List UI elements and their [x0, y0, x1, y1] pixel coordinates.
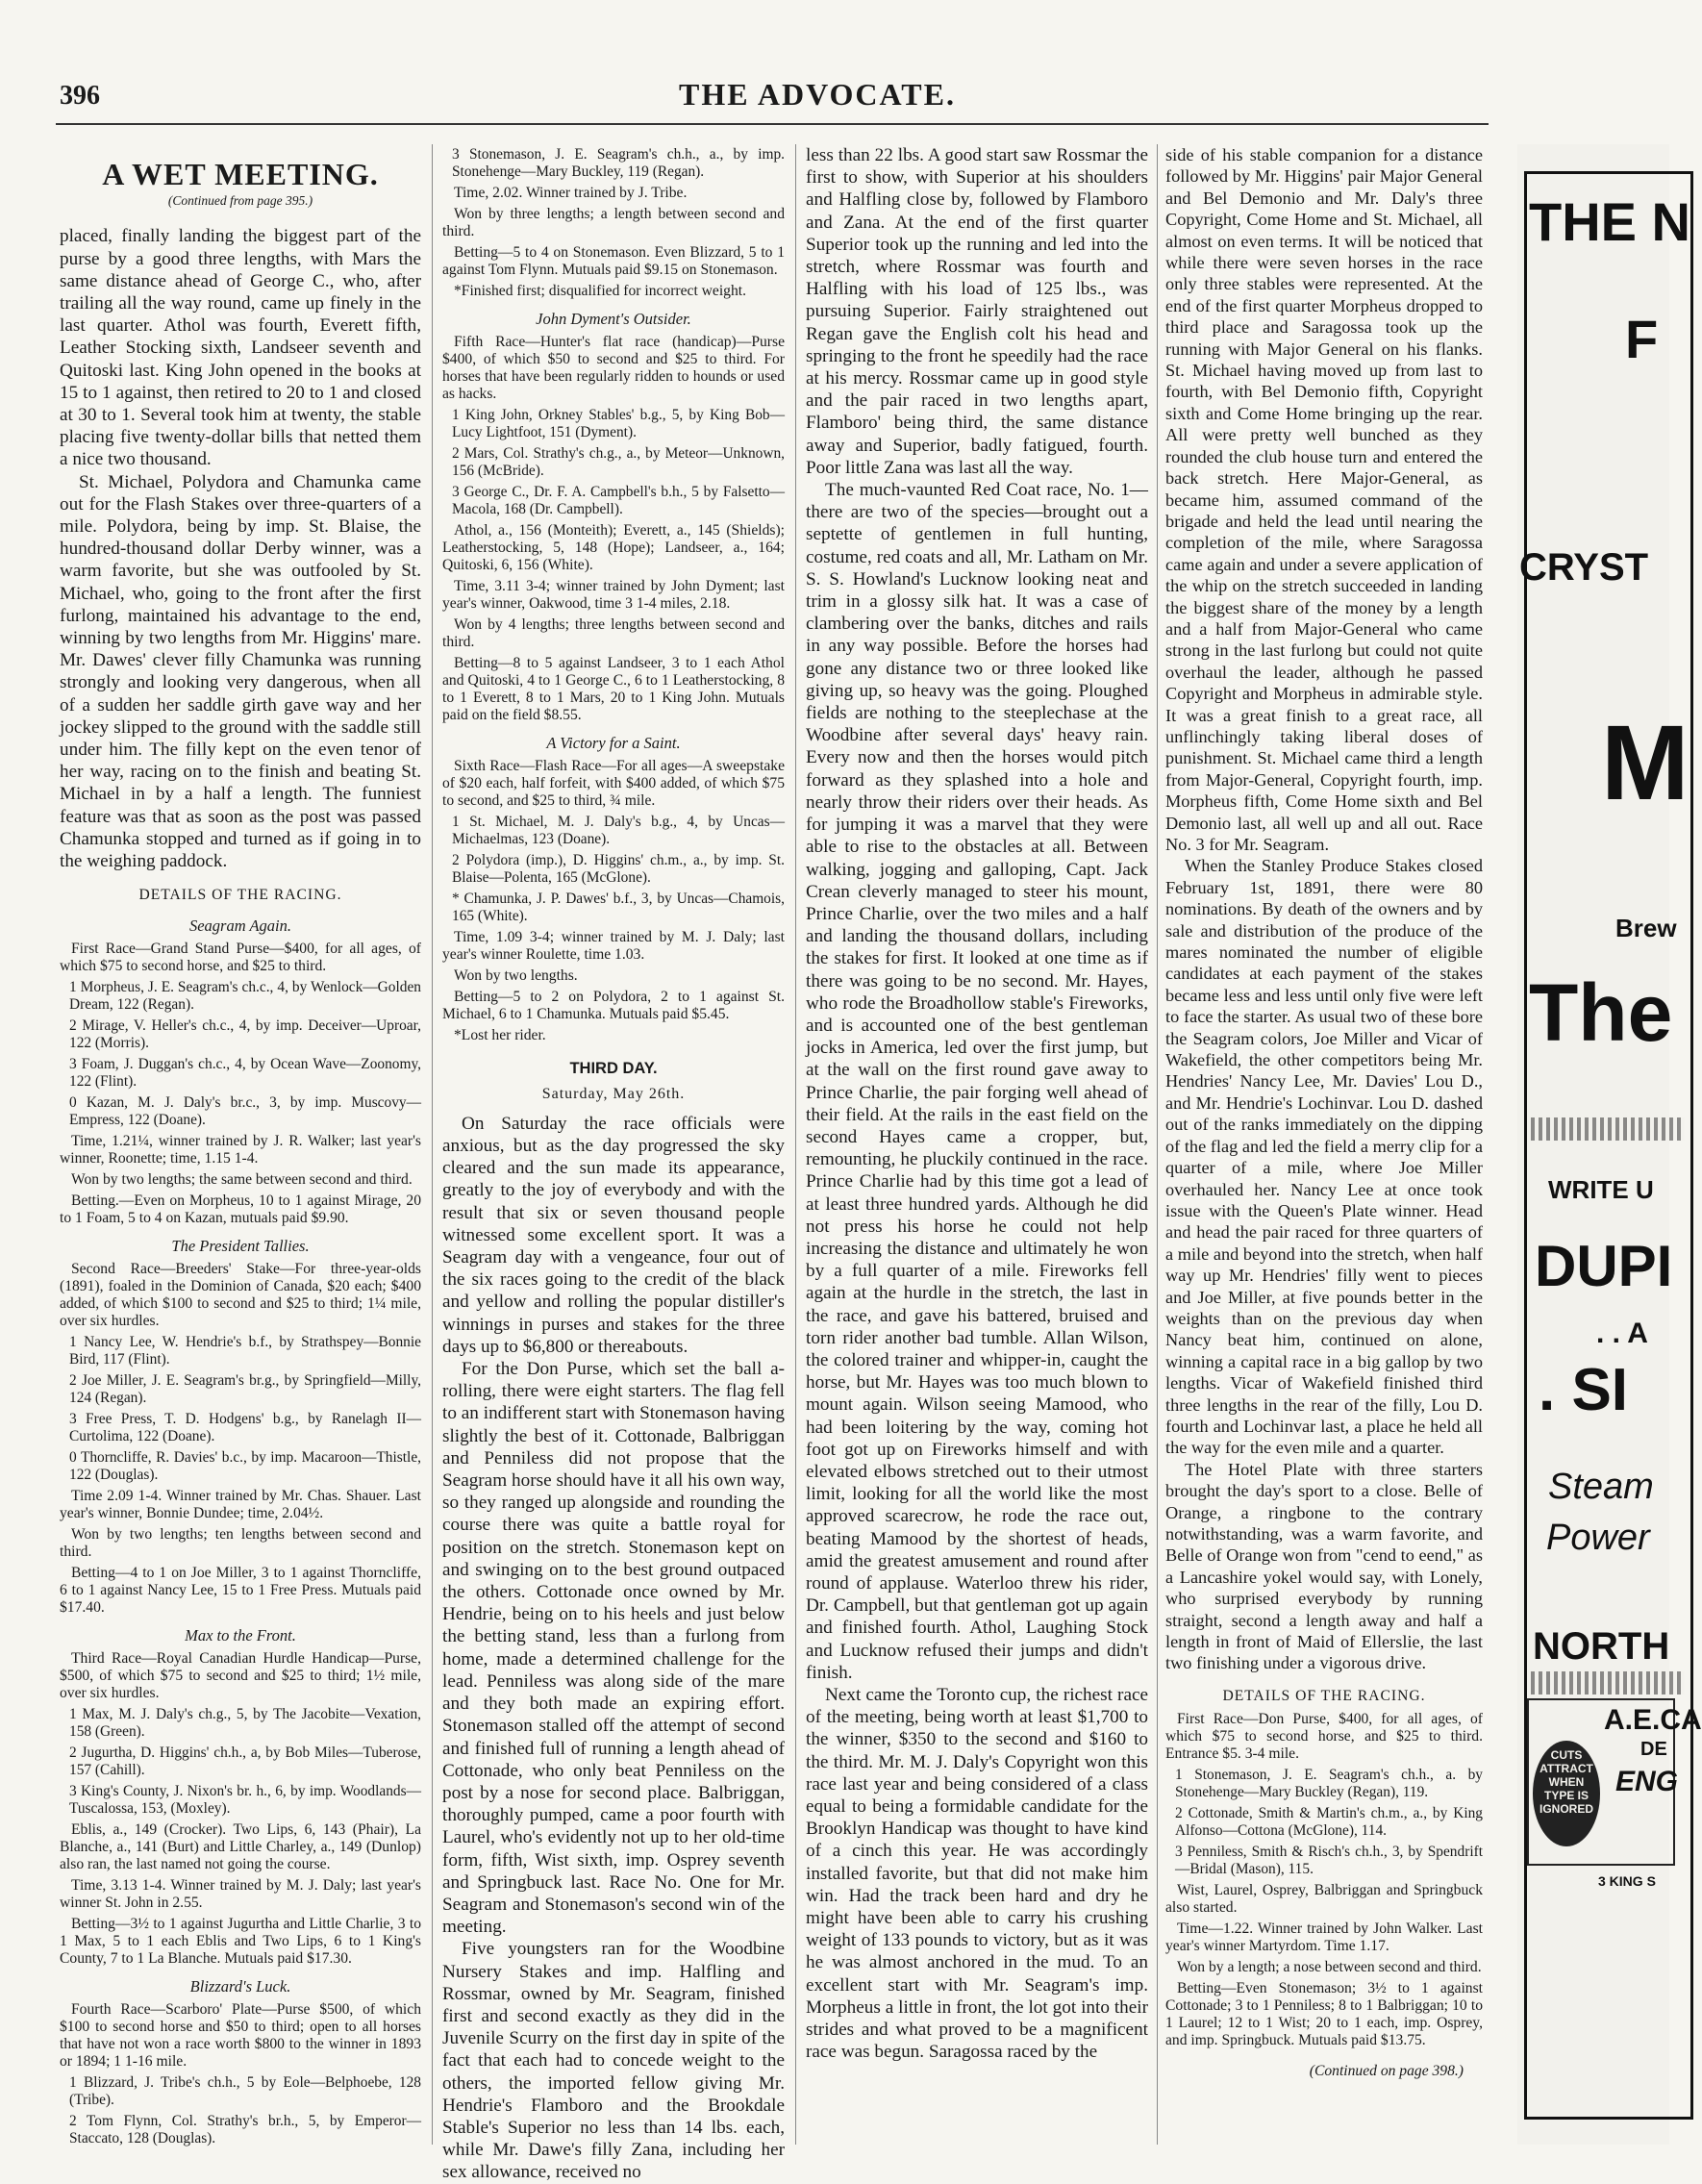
race-margin: Won by 4 lengths; three lengths between second and third. — [442, 616, 785, 651]
race-entry: 3 Foam, J. Duggan's ch.c., 4, by Ocean Wave—Zoonomy, 122 (Flint). — [69, 1055, 421, 1090]
race-also-ran: Wist, Laurel, Osprey, Balbriggan and Springbuck also started. — [1165, 1882, 1483, 1917]
column-2 — [442, 144, 785, 2183]
race-conditions: Fifth Race—Hunter's flat race (handicap)—Purse $400, of which $50 to second and $25 to third. For horses that have been regularly ridden to hounds or used as hacks. — [442, 334, 785, 403]
race-margin: Won by a length; a nose between second and third. — [1177, 1959, 1482, 1976]
race-margin: Won by two lengths; the same between second and third. — [71, 1170, 413, 1188]
paragraph: For the Don Purse, which set the ball a-rolling, there were eight starters. The flag fell to an indifferent start with Stonemason having slightly the best of it. Cottonade, Balbriggan and Penniless did not propose that the Seagram horse should have it all his own way, so they ranged up alongside and rounding the course there was quite a battle royal for position on the stretch. Stonemason kept on and swinging on to the best ground outpaced the others. Cottonade once owned by Mr. Hendrie, being on to his heels and just below the betting stand, less than a furlong from home, made a determined challenge for the lead. Penniless was along side of the mare and they both made an expiring effort. Stonemason stalled off the attempt of second and finished full of running a length ahead of Cottonade, who only beat Penniless on the post by a nose for second place. Balbriggan, thoroughly pumped, came a poor fourth with Laurel, who's evidently not up to her old-time form, fifth, Wist sixth, imp. Osprey seventh and Springbuck last. Race No. One for Mr. Seagram and Stonemason's second win of the meeting. — [442, 1359, 785, 1938]
race-entry: 0 Kazan, M. J. Daly's br.c., 3, by imp. Muscovy—Empress, 122 (Doane). — [69, 1093, 421, 1128]
race-entry: 1 Nancy Lee, W. Hendrie's b.f., by Strathspey—Bonnie Bird, 117 (Flint). — [69, 1333, 421, 1368]
race-margin: Won by three lengths; a length between second and third. — [442, 206, 785, 239]
logo-text: A.E.CA — [1604, 1704, 1702, 1736]
paragraph: The much-vaunted Red Coat race, No. 1—there are two of the species—brought out a septette of gentlemen in full hunting, costume, red coats and all, Mr. Latham on Mr. S. S. Howland's Lucknow looking neat and trim in a glossy silk hat. It was a case of clambering over the banks, ditches and rails in any way possible. Before the horses had gone any distance two or three looked like giving up, so heavy was the going. Ploughed fields are nothing to the steeplechase at the Woodbine after several days' heavy rain. Every now and then the horses would pitch forward as they splashed into a hole and nearly throw their riders over their heads. As for jumping it was a marvel that they were able to rise to the obstacles at all. Between walking, jogging and galloping, Capt. Jack Crean cleverly managed to steer his mount, Prince Charlie, over the two miles and a half and landing the thousand dollars, including the stakes for first. It looked at one time as if there was going to be no second. Mr. Hayes, who rode the Broadhollow stable's Fireworks, and is accounted one of the best gentleman jocks in America, led over the first jump, but at the wall on the first round gave away to Prince Charlie, the pair forging well ahead of their field. At the rails in the east field on the second Hayes came a cropper, but, remounting, he pluckily continued in the race. Prince Charlie had by this time got a lead of at least three hundred yards. Although he did not press his horse he could not help increasing the distance and ultimately he won by a full quarter of a mile. Fireworks fell again at the hurdle in the stretch, the last in the race, and gave his battered, bruised and torn rider another bad tumble. Allan Wilson, the colored trainer and whipper-in, caught the horse, but Mr. Hayes was too much blown to mount again. Wilson seeing Mamood, who had been loitering by the way, coming hot foot got up on Fireworks himself and with elevated elbows stretched out to their utmost limit, looking for all the world like the most approved scarecrow, he rode the race out, beating Mamood by the shortest of heads, amid the greatest amusement and round after round of applause. Waterloo threw his rider, Dr. Campbell, but that gentleman got up again and finished fourth. Athol, Laughing Stock and Lucknow refused their jumps and didn't finish. — [806, 480, 1148, 1683]
race-entry: * Chamunka, J. P. Dawes' b.f., 3, by Uncas—Chamois, 165 (White). — [452, 891, 785, 925]
header-rule — [56, 123, 1489, 125]
race-entry: 1 Blizzard, J. Tribe's ch.h., 5 by Eole—Belphoebe, 128 (Tribe). — [69, 2074, 421, 2109]
race-entry: 2 Jugurtha, D. Higgins' ch.h., a, by Bob Miles—Tuberose, 157 (Cahill). — [69, 1745, 421, 1779]
race-entry: 2 Mirage, V. Heller's ch.c., 4, by imp. Deceiver—Uproar, 122 (Morris). — [69, 1017, 421, 1051]
ad-headline: The — [1529, 967, 1673, 1058]
race-conditions: Fourth Race—Scarboro' Plate—Purse $500, of which $100 to second horse and $50 to third; open to all horses that have not won a race worth $800 to the winner in 1893 or 1894; 1 1-16 mile. — [60, 2001, 421, 2071]
ad-headline: DUPI — [1535, 1234, 1673, 1298]
race-entry: 3 George C., Dr. F. A. Campbell's b.h., 5 by Falsetto—Macola, 168 (Dr. Campbell). — [452, 484, 785, 518]
race-time: Time, 1.09 3-4; winner trained by M. J. Daly; last year's winner Roulette, time 1.03. — [442, 929, 785, 964]
race-subheading: John Dyment's Outsider. — [536, 310, 691, 328]
race-betting: Betting.—Even on Morpheus, 10 to 1 against Mirage, 20 to 1 Foam, 5 to 4 on Kazan, mutuals paid $9.90. — [60, 1192, 421, 1226]
race-entry: 2 Polydora (imp.), D. Higgins' ch.m., a., by imp. St. Blaise—Polenta, 165 (McGlone). — [452, 852, 785, 887]
race-entry: 2 Joe Miller, J. E. Seagram's br.g., by Springfield—Milly, 124 (Regan). — [69, 1371, 421, 1406]
race-subheading: The President Tallies. — [171, 1236, 310, 1255]
paragraph: St. Michael, Polydora and Chamunka came out for the Flash Stakes over three-quarters of a mile. Polydora, being by imp. St. Blaise, the hundred-thousand dollar Derby winner, was a warm favorite, but she was outfooled by St. Michael, who, going to the front after the first furlong, maintained his advantage to the end, winning by two lengths from Mr. Higgins' mare. Mr. Dawes' clever filly Chamunka was running strongly and looking very dangerous, when all of a sudden her saddle girth gave way and her jockey slipped to the ground with the saddle still under him. The filly kept on the even tenor of her way, racing on to the finish and beating St. Michael in by a half a length. The funniest feature was that as soon as the post was passed Chamunka stopped and turned as if going in to the weighing paddock. — [60, 471, 421, 872]
column-3 — [806, 144, 1148, 2154]
race-subheading: Blizzard's Luck. — [189, 1977, 291, 1996]
ad-decorative-border — [1531, 1117, 1685, 1141]
race-entry: 3 Free Press, T. D. Hodgens' b.g., by Ranelagh II—Curtolima, 122 (Doane). — [69, 1410, 421, 1444]
ad-text: NORTH — [1533, 1625, 1670, 1668]
day-heading: THIRD DAY. — [569, 1060, 658, 1078]
race-entry: 2 Tom Flynn, Col. Strathy's br.h., 5, by Emperor—Staccato, 128 (Douglas). — [69, 2113, 421, 2147]
continued-from: (Continued from page 395.) — [167, 193, 313, 209]
race-betting: Betting—Even Stonemason; 3½ to 1 against Cottonade; 3 to 1 Penniless; 8 to 1 Balbriggan; 10 to 1 Laurel; 12 to 1 Wist; 20 to 1 each, imp. Osprey, and imp. Springbuck. Mutuals paid $13.75. — [1165, 1980, 1483, 2049]
column-rule — [1157, 144, 1158, 2145]
ad-address: 3 KING S — [1598, 1873, 1656, 1889]
column-rule — [795, 144, 796, 2145]
race-subheading: Seagram Again. — [188, 916, 292, 935]
column-rule — [432, 144, 433, 2145]
race-entry: 2 Mars, Col. Strathy's ch.g., a., by Meteor—Unknown, 156 (McBride). — [452, 445, 785, 480]
race-betting: Betting—3½ to 1 against Jugurtha and Little Charlie, 3 to 1 Max, 5 to 1 each Eblis and Two Lips, 6 to 1 King's County, 7 to 1 La Blanche. Mutuals paid $17.30. — [60, 1916, 421, 1968]
dateline: Saturday, May 26th. — [541, 1085, 686, 1102]
paragraph: placed, finally landing the biggest part of the purse by a good three lengths, with Mars the same distance ahead of George C., who, after trailing all the way round, came up finely in the last quarter. Athol was fourth, Everett fifth, Leather Stocking sixth, Landseer seventh and Quitoski last. King John opened in the books at 15 to 1 against, then retired to 20 to 1 and closed at 30 to 1. Several took him at twenty, the stable placing five twenty-dollar bills that netted them a nice two thousand. — [60, 226, 421, 470]
ad-text: WRITE U — [1548, 1175, 1654, 1204]
race-entry: 3 Stonemason, J. E. Seagram's ch.h., a., by imp. Stonehenge—Mary Buckley, 119 (Regan). — [452, 146, 785, 180]
page-number: 396 — [60, 81, 100, 111]
race-subheading: Max to the Front. — [185, 1625, 296, 1644]
race-time: Time, 3.13 1-4. Winner trained by M. J. Daly; last year's winner St. John in 2.55. — [60, 1877, 421, 1912]
column-4 — [1165, 144, 1483, 2154]
ad-text: . . A — [1596, 1318, 1648, 1349]
continued-on: (Continued on page 398.) — [1309, 2063, 1464, 2080]
race-conditions: First Race—Don Purse, $400, for all ages, of which $75 to second horse, and $25 to third. Entrance $5. 3-4 mile. — [1165, 1711, 1483, 1763]
ad-decorative-border — [1531, 1671, 1685, 1694]
race-entry: 1 St. Michael, M. J. Daly's b.g., 4, by Uncas—Michaelmas, 123 (Doane). — [452, 814, 785, 848]
ad-headline: CRYST — [1519, 546, 1649, 589]
race-time: Time, 2.02. Winner trained by J. Tribe. — [454, 185, 688, 201]
paragraph: The Hotel Plate with three starters brought the day's sport to a close. Belle of Orange, a ringbone to the contrary notwithstanding, was a warm favorite, and Belle of Orange won from "cend to eend," as a Lancashire yokel would say, with Lonely, who surprised everybody by running straight, second a length away and half a length in front of Maid of Ellerslie, the last two finishing under a vigorous drive. — [1165, 1459, 1483, 1673]
race-entry: 3 Penniless, Smith & Risch's ch.h., 3, by Spendrift—Bridal (Mason), 115. — [1175, 1844, 1483, 1878]
ad-text: Brew — [1615, 914, 1677, 942]
race-time: Time, 1.21¼, winner trained by J. R. Walker; last year's winner, Roonette; time, 1.15 1-4. — [60, 1132, 421, 1167]
paragraph: Next came the Toronto cup, the richest race of the meeting, being worth at least $1,700 to the winner, $350 to the second and $160 to the third. Mr. M. J. Daly's Copyright won this race last year and being considered of a class equal to being a formidable candidate for the Brooklyn Handicap was thought to have kind of a cinch this year. He was accordingly installed favorite, but that did not make him win. Had the track been hard and dry he might have been able to carry his crushing weight of 133 pounds to victory, but as it was he was almost anchored in the mud. To an excellent start with Mr. Seagram's imp. Morpheus a little in front, the lot got into their strides and what proved to be a magnificent race was begun. Saragossa raced by the — [806, 1685, 1148, 2063]
race-betting: Betting—4 to 1 on Joe Miller, 3 to 1 against Thorncliffe, 6 to 1 against Nancy Lee, 15 to 1 Free Press. Mutuals paid $17.40. — [60, 1564, 421, 1616]
logo-circle: CUTS ATTRACT WHEN TYPE IS IGNORED — [1533, 1741, 1600, 1846]
race-conditions: Third Race—Royal Canadian Hurdle Handicap—Purse, $500, of which $75 to second and $25 to third; 1½ mile, over six hurdles. — [60, 1650, 421, 1702]
race-entry: 3 King's County, J. Nixon's br. h., 6, by imp. Woodlands—Tuscalossa, 153, (Moxley). — [69, 1783, 421, 1818]
race-betting: Betting—5 to 2 on Polydora, 2 to 1 against St. Michael, 6 to 1 Chamunka. Mutuals paid $5.45. — [442, 989, 785, 1023]
race-also-ran: Athol, a., 156 (Monteith); Everett, a., 145 (Shields); Leatherstocking, 5, 148 (Hope); Landseer, a., 164; Quitoski, 6, 156 (White). — [442, 522, 785, 574]
ad-headline: . SI — [1539, 1357, 1629, 1423]
race-also-ran: Eblis, a., 149 (Crocker). Two Lips, 6, 143 (Phair), La Blanche, a., 141 (Burt) and Little Charley, a., 149 (Dunlop) also ran, the last named not going the course. — [60, 1821, 421, 1873]
race-entry: 1 Max, M. J. Daly's ch.g., 5, by The Jacobite—Vexation, 158 (Green). — [69, 1706, 421, 1741]
race-time: Time, 3.11 3-4; winner trained by John Dyment; last year's winner, Oakwood, time 3 1-4 miles, 2.18. — [442, 578, 785, 613]
race-time: Time—1.22. Winner trained by John Walker. Last year's winner Martyrdom. Time 1.17. — [1165, 1920, 1483, 1955]
paragraph: When the Stanley Produce Stakes closed February 1st, 1891, there were 80 nominations. By death of the owners and by sale and distribution of the produce of the mares nominated the number of eligible candidates at each payment of the stakes became less and less until only five were left to face the starter. As usual two of these bore the Seagram colors, Joe Miller and Vicar of Wakefield, the other competitors being Mr. Hendries' Nancy Lee, Mr. Davies' Lou D., and Mr. Hendrie's Lochinvar. Lou D. dashed out of the ranks immediately on the dipping of the flag and led the field a merry clip for a quarter of a mile, where Joe Miller overhauled her. Nancy Lee at once took issue with the Queen's Plate winner. Head and head the pair raced for three quarters of a mile and beyond into the stretch, when half way up Mr. Hendries' filly went to pieces and Joe Miller, at five pounds better in the weights than on the previous day when Nancy beat him, continued on alone, winning a capital race in a big gallop by two lengths. Vicar of Wakefield finished third three lengths in the rear of the filly, Lou D. fourth and Lochinvar last, a place he held all the way for the even mile and a quarter. — [1165, 856, 1483, 1458]
race-conditions: Sixth Race—Flash Race—For all ages—A sweepstake of $20 each, half forfeit, with $400 added, of which $75 to second, and $25 to third, ¾ mile. — [442, 758, 785, 810]
race-footnote: *Finished first; disqualified for incorrect weight. — [454, 283, 747, 299]
race-footnote: *Lost her rider. — [454, 1027, 546, 1044]
race-conditions: First Race—Grand Stand Purse—$400, for all ages, of which $75 to second horse, and $25 to third. — [60, 940, 421, 974]
section-heading: DETAILS OF THE RACING. — [138, 887, 342, 904]
race-time: Time 2.09 1-4. Winner trained by Mr. Chas. Shauer. Last year's winner, Bonnie Dundee; time, 2.04½. — [60, 1487, 421, 1521]
race-entry: 1 Stonemason, J. E. Seagram's ch.h., a. by Stonehenge—Mary Buckley (Regan), 119. — [1175, 1767, 1483, 1801]
race-margin: Won by two lengths. — [454, 967, 578, 985]
logo-text: DE — [1640, 1739, 1667, 1760]
ad-large-letter: M — [1601, 704, 1689, 822]
race-subheading: A Victory for a Saint. — [546, 734, 681, 753]
paragraph: side of his stable companion for a distance followed by Mr. Higgins' pair Major General and Bel Demonio and Mr. Daly's three Copyright, Come Home and St. Michael, all almost on even terms. It will be noticed that while there were seven horses in the race only three stables were represented. At the end of the first quarter Morpheus dropped to third place and Saragossa took up the running with Major General on his flanks. St. Michael having moved up from last to fourth, with Bel Demonio fifth, Copyright sixth and Come Home bringing up the rear. All were pretty well bunched as they rounded the club house turn and entered the back stretch. Here Major-General, as became him, assumed command of the brigade and held the lead until nearing the completion of the mile, where Saragossa came again and under a severe application of the whip on the stretch succeeded in landing the biggest share of the money by a length and a half from Major-General who came strong in the last furlong but could not quite overhaul the leader, although he passed Copyright and Morpheus in admirable style. It was a great finish to a great race, all unflinchingly taking liberal doses of punishment. St. Michael came third a length from Major-General, Copyright fourth, imp. Morpheus fifth, Come Home sixth and Bel Demonio last, all well up and all out. Race No. 3 for Mr. Seagram. — [1165, 145, 1483, 854]
column-1 — [60, 144, 421, 2154]
race-conditions: Second Race—Breeders' Stake—For three-year-olds (1891), foaled in the Dominion of Canada, $20 each; $400 added, of which $100 to second and $25 to third; 1¼ mile, over six hurdles. — [60, 1260, 421, 1329]
race-entry: 2 Cottonade, Smith & Martin's ch.m., a., by King Alfonso—Cottona (McGlone), 114. — [1175, 1805, 1483, 1840]
race-entry: 1 Morpheus, J. E. Seagram's ch.c., 4, by Wenlock—Golden Dream, 122 (Regan). — [69, 978, 421, 1013]
ad-text: Steam — [1548, 1467, 1654, 1507]
ad-text: Power — [1546, 1518, 1650, 1558]
race-betting: Betting—5 to 4 on Stonemason. Even Blizzard, 5 to 1 against Tom Flynn. Mutuals paid $9.15 on Stonemason. — [442, 244, 785, 278]
race-entry: 0 Thorncliffe, R. Davies' b.c., by imp. Macaroon—Thistle, 122 (Douglas). — [69, 1448, 421, 1483]
paragraph: less than 22 lbs. A good start saw Rossmar the first to show, with Superior at his shoulders and Halfling close by, followed by Flamboro and Zana. At the end of the first quarter Superior took up the running and led into the stretch, where Rossmar was fourth and Halfling with his load of 125 lbs., was pursuing Superior. Fairly straightened out Regan gave the English colt his head and springing to the front he speedily had the race at his mercy. Rossmar came up in good style and the pair raced in two lengths apart, Flamboro' being third, the same distance away and Superior, badly fatigued, fourth. Poor little Zana was last all the way. — [806, 145, 1148, 478]
race-margin: Won by two lengths; ten lengths between second and third. — [60, 1525, 421, 1560]
paragraph: On Saturday the race officials were anxious, but as the day progressed the sky cleared and the sun made its appearance, greatly to the joy of everybody and with the result that six or seven thousand people witnessed some excellent sport. It was a Seagram day with a vengeance, four out of the six races going to the credit of the black and yellow and rolling the popular distiller's winnings in purses and stakes for the three days up to $6,800 or thereabouts. — [442, 1113, 785, 1357]
masthead: THE ADVOCATE. — [679, 77, 956, 112]
ad-headline: F — [1625, 309, 1659, 369]
article-title: A WET MEETING. — [102, 157, 379, 191]
race-betting: Betting—8 to 5 against Landseer, 3 to 1 each Athol and Quitoski, 4 to 1 George C., 6 to 1 Leatherstocking, 8 to 1 Everett, 8 to 1 Mars, 20 to 1 King John. Mutuals paid on the field $8.55. — [442, 655, 785, 724]
race-entry: 1 King John, Orkney Stables' b.g., 5, by King Bob—Lucy Lightfoot, 151 (Dyment). — [452, 407, 785, 441]
paragraph: Five youngsters ran for the Woodbine Nursery Stakes and imp. Halfling and Rossmar, owned by Mr. Seagram, finished first and second exactly as they did in the Juvenile Scurry on the first day in spite of the fact that each had to concede weight to the others, the imported fellow giving Mr. Hendrie's Flamboro and the Brookdale Stable's Superior no less than 14 lbs. each, while Mr. Dawe's filly Zana, including her sex allowance, received no — [442, 1939, 785, 2183]
ad-headline: THE N — [1529, 191, 1690, 252]
section-heading: DETAILS OF THE RACING. — [1222, 1687, 1426, 1704]
logo-text: ENG — [1615, 1766, 1679, 1797]
